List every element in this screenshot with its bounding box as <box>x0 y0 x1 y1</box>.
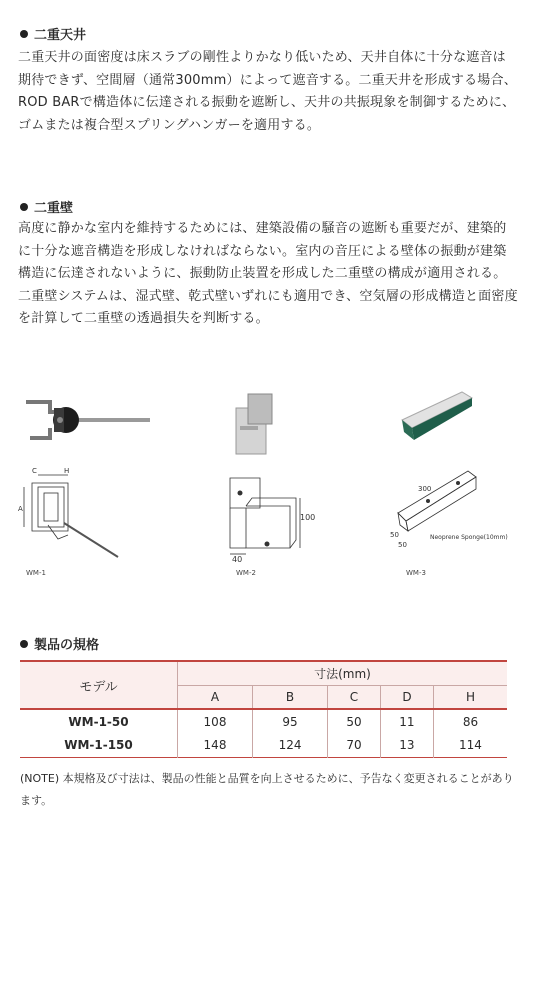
dim-len-label: 300 <box>418 485 432 493</box>
wm3-caption: WM-3 <box>406 569 426 577</box>
spec-table <box>20 660 507 758</box>
col-header-b: B <box>253 685 328 709</box>
model-cell: WM-1-50 <box>68 714 129 729</box>
value-cell: 95 <box>253 709 328 733</box>
wm1-caption: WM-1 <box>26 569 46 577</box>
table-row <box>20 733 507 757</box>
sponge-label: Neoprene Sponge(10mm) <box>430 534 508 541</box>
bullet-icon <box>20 30 28 38</box>
value-cell: 13 <box>380 733 433 757</box>
wm1-photo <box>20 388 150 458</box>
dim-a-label: A <box>18 505 23 513</box>
dim-width-label: 40 <box>232 555 243 563</box>
wm3-drawing <box>388 465 518 555</box>
model-header: モデル <box>79 679 118 695</box>
col-header-a: A <box>178 685 253 709</box>
dimension-header: 寸法(mm) <box>178 661 508 685</box>
wm2-caption: WM-2 <box>236 569 256 577</box>
wm1-drawing <box>18 465 138 565</box>
value-cell: 50 <box>328 709 381 733</box>
wm2-drawing <box>220 468 330 563</box>
spec-note: (NOTE) 本規格及び寸法は、製品の性能と品質を向上させるために、予告なく変更されることがあります。 <box>20 772 514 807</box>
value-cell: 86 <box>433 709 507 733</box>
section-title: 製品の規格 <box>34 638 100 653</box>
dim-50a-label: 50 <box>390 531 399 539</box>
col-header-c: C <box>328 685 381 709</box>
wm3-photo <box>398 388 478 448</box>
double-wall-paragraph: 高度に静かな室内を維持するためには、建築設備の騒音の遮断も重要だが、建築的に十分な遮音構造を形成しなければならない。室内の音圧による壁体の振動が建築構造に伝達されないように、振動防止装置を形成した二重壁の構成が適用される。二重壁システムは、湿式壁、乾式壁いずれにも適用でき、空気層の形成構造と面密度を計算して二重壁の透過損失を判断する。 <box>18 221 518 326</box>
section-title: 二重壁 <box>34 201 74 216</box>
section-heading-double-wall <box>20 197 73 216</box>
dim-50b-label: 50 <box>398 541 407 549</box>
model-cell: WM-1-150 <box>64 737 133 752</box>
bullet-icon <box>20 203 28 211</box>
bullet-icon <box>20 640 28 648</box>
section-heading-double-ceiling <box>20 24 86 43</box>
section-heading-spec <box>20 634 99 653</box>
section-title: 二重天井 <box>34 28 87 43</box>
wm2-photo <box>230 388 280 458</box>
table-row <box>20 709 507 733</box>
dim-h-label: H <box>64 467 70 475</box>
dim-height-label: 100 <box>300 513 316 522</box>
value-cell: 70 <box>328 733 381 757</box>
col-header-d: D <box>380 685 433 709</box>
value-cell: 108 <box>178 709 253 733</box>
value-cell: 124 <box>253 733 328 757</box>
value-cell: 148 <box>178 733 253 757</box>
value-cell: 11 <box>380 709 433 733</box>
col-header-h: H <box>433 685 507 709</box>
dim-c-label: C <box>32 467 37 475</box>
value-cell: 114 <box>433 733 507 757</box>
double-ceiling-paragraph: 二重天井の面密度は床スラブの剛性よりかなり低いため、天井自体に十分な遮音は期待できず、空間層（通常300mm）によって遮音する。二重天井を形成する場合、ROD BARで構造体に伝達される振動を遮断し、天井の共振現象を制御するために、ゴムまたは複合型スプリングハンガーを適用する。 <box>18 50 517 133</box>
